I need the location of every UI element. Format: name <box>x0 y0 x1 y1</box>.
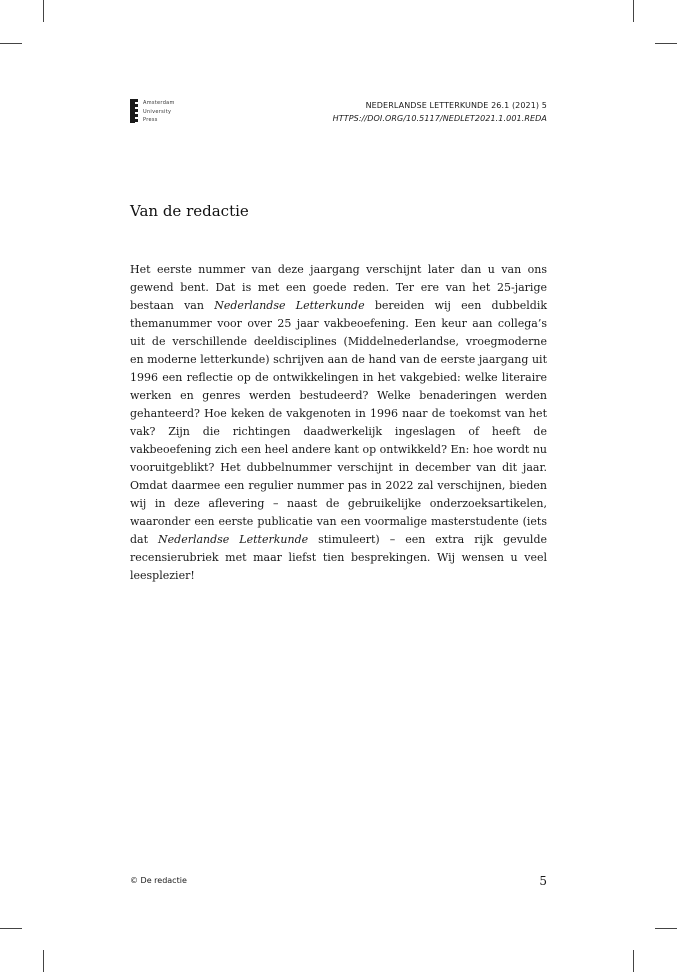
publisher-line: Press <box>143 117 158 123</box>
journal-citation: NEDERLANDSE LETTERKUNDE 26.1 (2021) 5 <box>365 101 547 110</box>
crop-mark <box>43 950 44 972</box>
body-segment: Het eerste nummer van deze jaargang verschijnt later dan u van ons gewend bent. Dat is met een goede reden. Ter ere van het 25-jarige bestaan van <box>130 263 547 312</box>
publisher-name <box>143 99 175 123</box>
publisher-line: University <box>143 108 172 115</box>
crop-mark <box>655 928 677 929</box>
crop-mark <box>633 0 634 22</box>
body-segment: bereiden wij een dubbeldik themanummer voor over 25 jaar vakbeoefening. Een keur aan collega’s uit de verschillende deeldisciplines (Middelnederlandse, vroegmoderne en moderne letterkunde) schrijven aan de hand van de eerste jaargang uit 1996 een reflectie op de ontwikkelingen in het vakgebied: welke literaire werken en genres werden bestudeerd? Welke benaderingen werden gehanteerd? Hoe keken de vakgenoten in 1996 naar de toekomst van het vak? Zijn die richtingen daadwerkelijk ingeslagen of heeft de vakbeoefening zich een heel andere kant op ontwikkeld? En: hoe wordt nu vooruitgeblikt? Het dubbelnummer verschijnt in december van dit jaar. Omdat daarmee een regulier nummer pas in 2022 zal verschijnen, bieden wij in deze aflevering – naast de gebruikelijke onderzoeksartikelen, waaronder een eerste publicatie van een voormalige masterstudente (iets dat <box>130 299 548 546</box>
journal-name-italic: Nederlandse Letterkunde <box>214 299 365 312</box>
page-number: 5 <box>539 874 547 888</box>
doi-link[interactable]: HTTPS://DOI.ORG/10.5117/NEDLET2021.1.001.REDA <box>332 114 547 123</box>
crop-mark <box>43 0 44 22</box>
running-header <box>333 99 547 125</box>
body-segment: stimuleert) – een extra rijk gevulde recensierubriek met maar liefst tien besprekingen. Wij wensen u veel leesplezier! <box>130 533 547 582</box>
article-body <box>130 261 547 585</box>
publisher-line: Amsterdam <box>143 100 175 106</box>
crop-mark <box>0 928 22 929</box>
article-title: Van de redactie <box>130 202 249 220</box>
copyright-notice: © De redactie <box>130 876 187 885</box>
crop-mark <box>633 950 634 972</box>
publisher-logo <box>130 99 175 123</box>
crop-mark <box>0 43 22 44</box>
logo-mark-icon <box>130 99 138 123</box>
crop-mark <box>655 43 677 44</box>
journal-name-italic: Nederlandse Letterkunde <box>158 533 309 546</box>
